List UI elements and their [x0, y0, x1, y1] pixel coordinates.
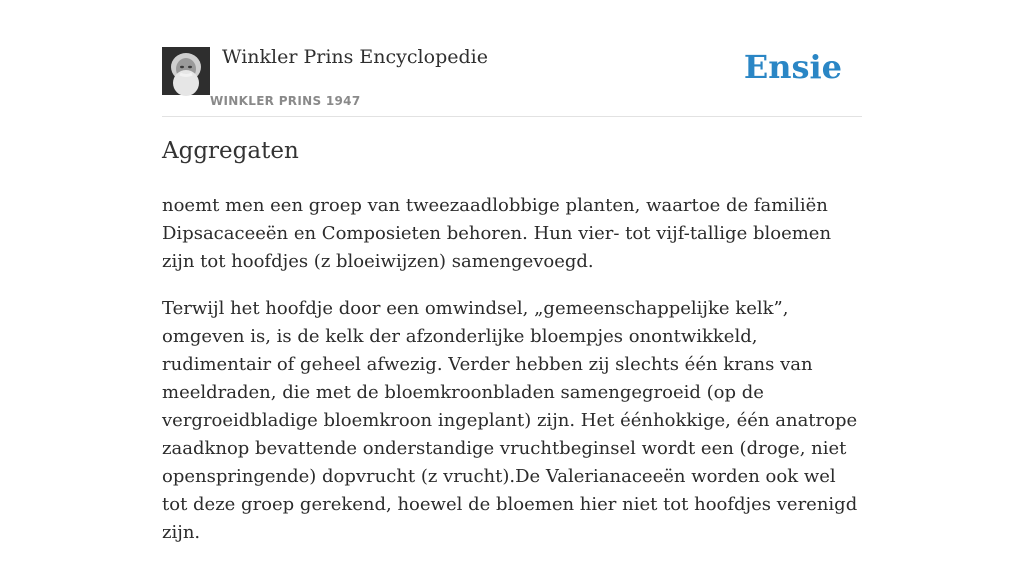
article-paragraph: Terwijl het hoofdje door een omwindsel, „gemeenschappelijke kelk”, omgeven is, is de kelk der afzonderlijke bloempjes onontwikkeld, rudimentair of geheel afwezig. Verder hebben zij slechts één krans van meeldraden, die met de bloemkroonbladen samengegroeid (op de vergroeidbladige bloemkroon ingeplant) zijn. Het éénhokkige, één anatrope zaadknop bevattende onderstandige vruchtbeginsel wordt een (droge, niet openspringende) dopvrucht (z vrucht).De Valerianaceeën worden ook wel tot deze groep gerekend, hoewel de bloemen hier niet tot hoofdjes verenigd zijn. — [162, 298, 858, 543]
source-title[interactable]: Winkler Prins Encyclopedie — [222, 46, 488, 68]
source-subtitle[interactable]: WINKLER PRINS 1947 — [210, 94, 361, 108]
brand-logo-link[interactable]: Ensie — [743, 48, 842, 86]
author-avatar[interactable] — [162, 47, 210, 95]
bearded-man-portrait-icon — [162, 47, 210, 95]
article-paragraph: noemt men een groep van tweezaadlobbige planten, waartoe de familiën Dipsacaceeën en Composieten behoren. Hun vier- tot vijf-tallige bloemen zijn tot hoofdjes (z bloeiwijzen) samengevoegd. — [162, 195, 832, 272]
article-body — [162, 192, 862, 566]
article-title: Aggregaten — [162, 138, 299, 164]
page-header — [162, 0, 862, 117]
